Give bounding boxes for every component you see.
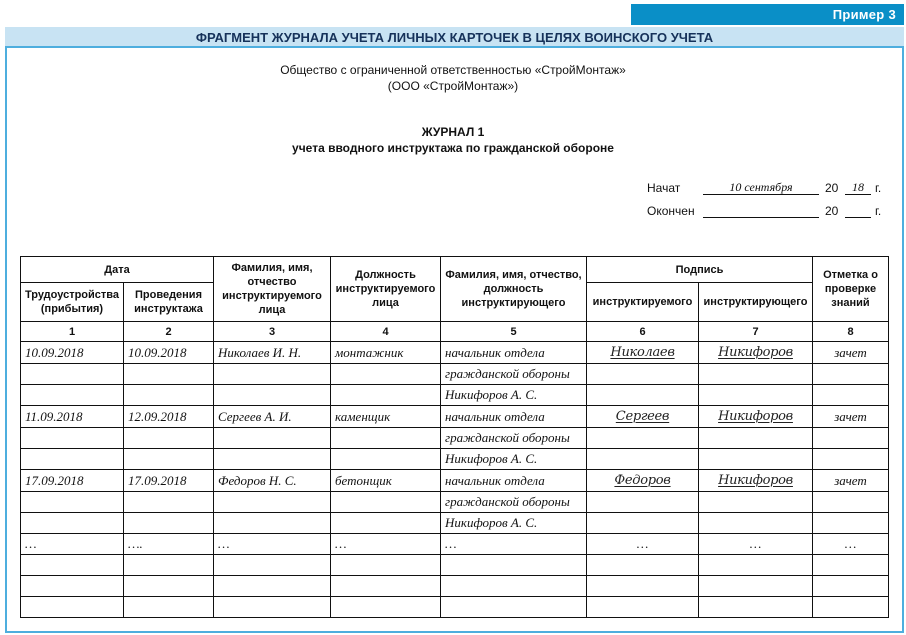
- header-trainee-name: Фамилия, имя, отчество инструктируемого лица: [214, 257, 331, 322]
- ended-year: [845, 203, 871, 218]
- instruction-date: 17.09.2018: [124, 470, 214, 492]
- trainee-position: каменщик: [331, 406, 441, 428]
- table-row-empty: [21, 576, 889, 597]
- ellipsis-cell: …: [441, 534, 587, 555]
- col-number: 4: [331, 322, 441, 342]
- instruction-date: 12.09.2018: [124, 406, 214, 428]
- table-row: [21, 492, 889, 513]
- ended-year-suffix: г.: [875, 204, 882, 218]
- example-badge: Пример 3: [631, 4, 904, 25]
- instructor-line: гражданской обороны: [441, 492, 587, 513]
- ended-label: Окончен: [647, 204, 695, 218]
- table-row: [21, 406, 889, 428]
- started-year-suffix: г.: [875, 181, 882, 195]
- table-row-empty: [21, 555, 889, 576]
- trainee-position: бетонщик: [331, 470, 441, 492]
- started-label: Начат: [647, 181, 681, 195]
- instructor-line: гражданской обороны: [441, 428, 587, 449]
- header-instruction-date: Проведения инструктажа: [124, 283, 214, 322]
- journal-subtitle: учета вводного инструктажа по гражданской обороне: [292, 141, 614, 155]
- knowledge-mark: зачет: [813, 470, 889, 492]
- org-short-name: (ООО «СтройМонтаж»): [387, 79, 519, 93]
- knowledge-mark: зачет: [813, 342, 889, 364]
- trainee-signature: Сергеев: [587, 406, 699, 428]
- table-row: [21, 385, 889, 406]
- table-row: [21, 364, 889, 385]
- instructor-signature: Никифоров: [699, 470, 813, 492]
- instructor-line: начальник отдела: [441, 406, 587, 428]
- col-number: 3: [214, 322, 331, 342]
- instructor-line: Никифоров А. С.: [441, 385, 587, 406]
- header-date: Дата: [21, 257, 214, 283]
- table-row-ellipsis: [21, 534, 889, 555]
- instructor-line: Никифоров А. С.: [441, 513, 587, 534]
- trainee-position: монтажник: [331, 342, 441, 364]
- col-number: 1: [21, 322, 124, 342]
- ended-date: [703, 203, 819, 218]
- started-year-prefix: 20: [825, 181, 839, 195]
- header-signature: Подпись: [587, 257, 813, 283]
- section-banner: ФРАГМЕНТ ЖУРНАЛА УЧЕТА ЛИЧНЫХ КАРТОЧЕК В ЦЕЛЯХ ВОИНСКОГО УЧЕТА: [5, 27, 904, 48]
- started-date: 10 сентября: [703, 180, 819, 195]
- table-row: [21, 470, 889, 492]
- employment-date: 17.09.2018: [21, 470, 124, 492]
- header-sig-trainee: инструктируемого: [587, 283, 699, 322]
- table-row: [21, 449, 889, 470]
- col-number: 8: [813, 322, 889, 342]
- ellipsis-cell: ….: [124, 534, 214, 555]
- started-year: 18: [845, 180, 871, 195]
- instructor-line: начальник отдела: [441, 342, 587, 364]
- header-sig-instructor: инструктирующего: [699, 283, 813, 322]
- trainee-name: Сергеев А. И.: [214, 406, 331, 428]
- ellipsis-cell: …: [331, 534, 441, 555]
- journal-title: ЖУРНАЛ 1: [421, 125, 485, 139]
- table-row-empty: [21, 597, 889, 618]
- table-row: [21, 342, 889, 364]
- ellipsis-cell: …: [699, 534, 813, 555]
- ellipsis-cell: …: [587, 534, 699, 555]
- trainee-name: Федоров Н. С.: [214, 470, 331, 492]
- instructor-signature: Никифоров: [699, 342, 813, 364]
- instructor-line: начальник отдела: [441, 470, 587, 492]
- journal-table: [20, 256, 889, 618]
- instructor-line: гражданской обороны: [441, 364, 587, 385]
- table-row: [21, 428, 889, 449]
- knowledge-mark: зачет: [813, 406, 889, 428]
- col-number: 5: [441, 322, 587, 342]
- ended-year-prefix: 20: [825, 204, 839, 218]
- ellipsis-cell: …: [813, 534, 889, 555]
- instructor-line: Никифоров А. С.: [441, 449, 587, 470]
- header-employment-date: Трудоустройства (прибытия): [21, 283, 124, 322]
- header-trainee-position: Должность инструктируемого лица: [331, 257, 441, 322]
- ellipsis-cell: …: [21, 534, 124, 555]
- employment-date: 11.09.2018: [21, 406, 124, 428]
- header-mark: Отметка о проверке знаний: [813, 257, 889, 322]
- trainee-signature: Федоров: [587, 470, 699, 492]
- instructor-signature: Никифоров: [699, 406, 813, 428]
- col-number: 7: [699, 322, 813, 342]
- ellipsis-cell: …: [214, 534, 331, 555]
- employment-date: 10.09.2018: [21, 342, 124, 364]
- header-instructor: Фамилия, имя, отчество, должность инструктирующего: [441, 257, 587, 322]
- col-number: 6: [587, 322, 699, 342]
- trainee-signature: Николаев: [587, 342, 699, 364]
- col-number: 2: [124, 322, 214, 342]
- trainee-name: Николаев И. Н.: [214, 342, 331, 364]
- org-name: Общество с ограниченной ответственностью «СтройМонтаж»: [280, 63, 626, 77]
- instruction-date: 10.09.2018: [124, 342, 214, 364]
- table-row: [21, 513, 889, 534]
